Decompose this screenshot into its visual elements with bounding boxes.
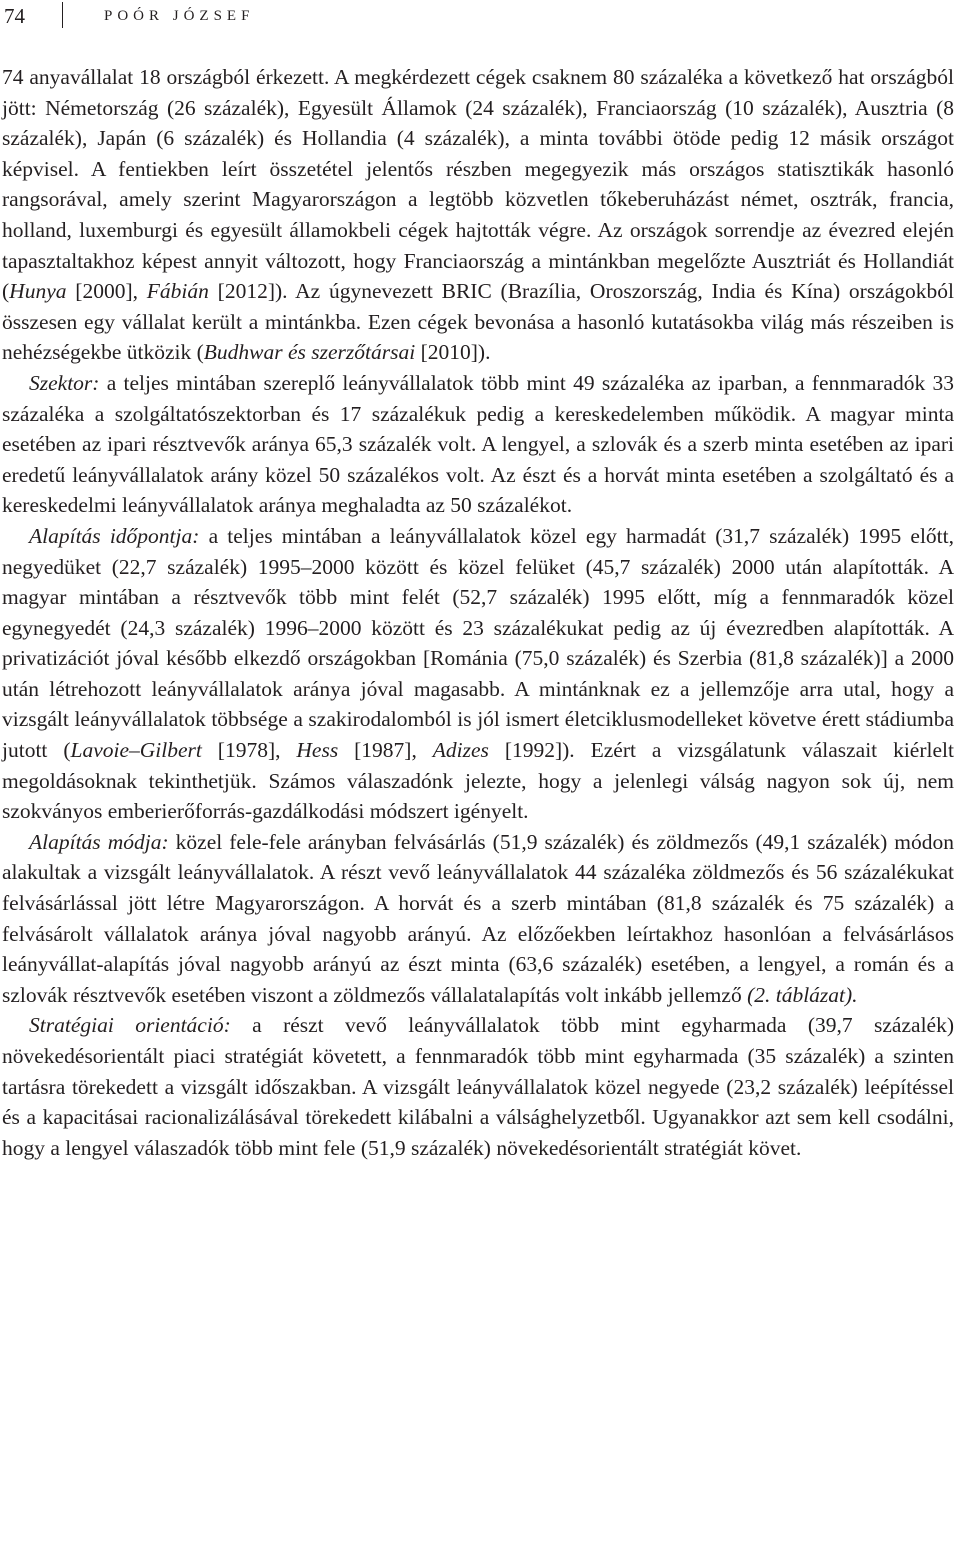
text-segment: a teljes mintában szereplő leányvállalatok több mint 49 százaléka az iparban, a fennmaradók 33 százaléka a szolgáltatószektorban és 17 százalékuk pedig a kereskedelemben működik. A magyar minta esetében az ipari résztvevők aránya 65,3 százalék volt. A lengyel, a szlovák és a szerb minta esetében az ipari eredetű leányvállalatok arány közel 50 százalékos volt. Az észt és a horvát minta esetében a szolgáltató és a kereskedelmi leányvállalatok aránya meghaladta az 50 százalékot. [2,370,954,518]
text-segment: [2000], [66,279,147,304]
text-segment: [1978], [201,738,297,763]
text-segment: [1992]). Ezért a vizsgálatunk válaszait kiérlelt megoldásoknak tekinthetjük. Számos válaszadónk jelezte, hogy a jelenlegi válság nagyon sok új, nem szokványos emberierőforrás-gazdálkodási módszert igényelt. [2,738,954,824]
citation-author: Hess [296,738,339,763]
text-segment: [1987], [338,738,433,763]
citation-author: Fábián [146,279,209,304]
paragraph-lead-term: Szektor: [29,370,100,395]
body-text [2,62,954,1163]
paragraph-countries [2,62,954,368]
paragraph-sector [2,368,954,521]
paragraph-strategic-orientation [2,1010,954,1163]
text-segment: 74 anyavállalat 18 országból érkezett. A megkérdezett cégek csaknem 80 százaléka a következő hat országból jött: Németország (26 százalék), Egyesült Államok (24 százalék), Franciaország (10 százalék), Ausztria (8 százalék), Japán (6 százalék) és Hollandia (4 százalék), a minta további ötöde pedig 12 másik országot képvisel. A fentiekben leírt összetétel jelentős részben megegyezik más országos statisztikák hasonló rangsorával, amely szerint Magyarországon a legtöbb közvetlen tőkeberuházást német, osztrák, francia, holland, luxemburgi és egyesült államokbeli cégek hajtották végre. Az országok sorrendje az évezred elején tapasztaltakhoz képest annyit változott, hogy Franciaország a mintánkban megelőzte Ausztriát és Hollandiát ( [2,65,954,304]
text-segment: a részt vevő leányvállalatok több mint egyharmada (39,7 százalék) növekedésorientált piaci stratégiát követett, a fennmaradók több mint egyharmada (35 százalék) a szinten tartásra törekedett a vizsgált időszakban. A vizsgált leányvállalatok közel negyede (23,2 százalék) leépítéssel és a kapacitásai racionalizálásával törekedett kilábalni a válsághelyzetből. Ugyanakkor azt sem kell csodálni, hogy a lengyel válaszadók több mint fele (51,9 százalék) növekedésorientált stratégiát követ. [2,1013,954,1160]
text-segment: [2012]). Az úgynevezett BRIC (Brazília, Oroszország, India és Kína) országokból összesen egy vállalat került a mintánkba. Ezen cégek bevonása a hasonló kutatásokba világ más részeiben is nehézségekbe ütközik ( [2,279,954,365]
citation-author: Lavoie–Gilbert [70,738,202,763]
page-number: 74 [4,4,25,28]
paragraph-founding-date [2,521,954,827]
text-segment: a teljes mintában a leányvállalatok közel egy harmadát (31,7 százalék) 1995 előtt, negyedüket (22,7 százalék) 1995–2000 között és közel felüket (45,7 százalék) 2000 után alapították. A magyar mintában a résztvevők több mint felét (52,7 százalék) 1995 előtt, míg a fennmaradók közel egynegyedét (24,3 százalék) 1996–2000 között és 23 százalékukat pedig az új évezredben alapították. A privatizációt jóval később elkezdő országokban [Románia (75,0 százalék) és Szerbia (81,8 százalék)] a 2000 után létrehozott leányvállalatok aránya jóval magasabb. A mintánknak ez a jellemzője arra utal, hogy a vizsgált leányvállalatok többsége a szakirodalomból is jól ismert életciklusmodelleket követve érett stádiumba jutott ( [2,523,954,763]
paragraph-founding-mode [2,827,954,1011]
paragraph-lead-term: Stratégiai orientáció: [29,1013,231,1038]
citation-author: Hunya [9,279,67,304]
table-reference: (2. táblázat). [747,982,858,1007]
header-divider [62,2,63,28]
running-head-author: POÓR JÓZSEF [104,8,255,24]
page-header [0,0,960,40]
citation-author: Budhwar és szerzőtársai [203,340,416,365]
text-segment: [2010]). [415,340,491,365]
citation-author: Adizes [432,738,489,763]
paragraph-lead-term: Alapítás módja: [29,829,169,854]
text-segment: közel fele-fele arányban felvásárlás (51,9 százalék) és zöldmezős (49,1 százalék) módon alakultak a vizsgált leányvállalatok. A részt vevő leányvállalatok 44 százaléka zöldmezős és 56 százalékukat felvásárlással jött létre Magyarországon. A horvát és a szerb mintában (81,8 százalék és 75 százalék) a felvásárolt vállalatok aránya jóval nagyobb arányú. Az előzőekben leírtakhoz hasonlóan a felvásárlásos leányvállat-alapítás jóval nagyobb arányú az észt minta (63,6 százalék) esetében, a lengyel, a román és a szlovák résztvevők esetében viszont a zöldmezős vállalatalapítás volt inkább jellemző [2,829,954,1007]
paragraph-lead-term: Alapítás időpontja: [29,523,200,548]
